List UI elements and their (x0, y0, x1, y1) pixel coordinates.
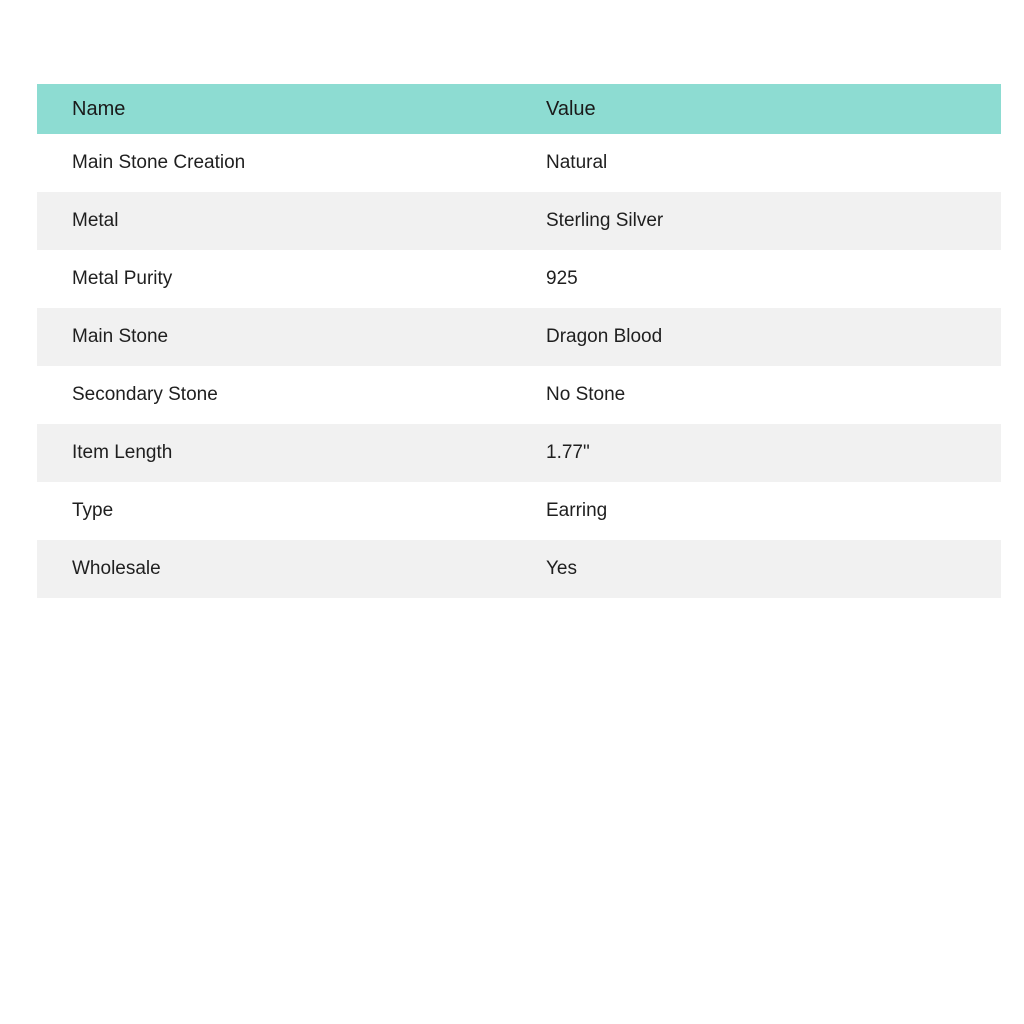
row-value: 1.77" (524, 424, 1001, 482)
row-name: Type (37, 482, 524, 540)
row-name: Main Stone Creation (37, 134, 524, 192)
row-value: Natural (524, 134, 1001, 192)
row-name: Item Length (37, 424, 524, 482)
table-row (37, 250, 1001, 308)
row-name: Metal (37, 192, 524, 250)
row-value: Earring (524, 482, 1001, 540)
row-name: Metal Purity (37, 250, 524, 308)
table-header-row (37, 84, 1001, 134)
column-header-name: Name (37, 84, 524, 134)
row-name: Secondary Stone (37, 366, 524, 424)
row-value: Yes (524, 540, 1001, 598)
table-row (37, 308, 1001, 366)
table-header (37, 84, 1001, 134)
table-body (37, 134, 1001, 598)
row-value: 925 (524, 250, 1001, 308)
row-name: Wholesale (37, 540, 524, 598)
table-row (37, 424, 1001, 482)
specification-table (37, 84, 1001, 598)
column-header-value: Value (524, 84, 1001, 134)
table-row (37, 192, 1001, 250)
table-row (37, 134, 1001, 192)
table-row (37, 540, 1001, 598)
row-value: Dragon Blood (524, 308, 1001, 366)
row-value: No Stone (524, 366, 1001, 424)
row-name: Main Stone (37, 308, 524, 366)
row-value: Sterling Silver (524, 192, 1001, 250)
table-row (37, 366, 1001, 424)
table-row (37, 482, 1001, 540)
